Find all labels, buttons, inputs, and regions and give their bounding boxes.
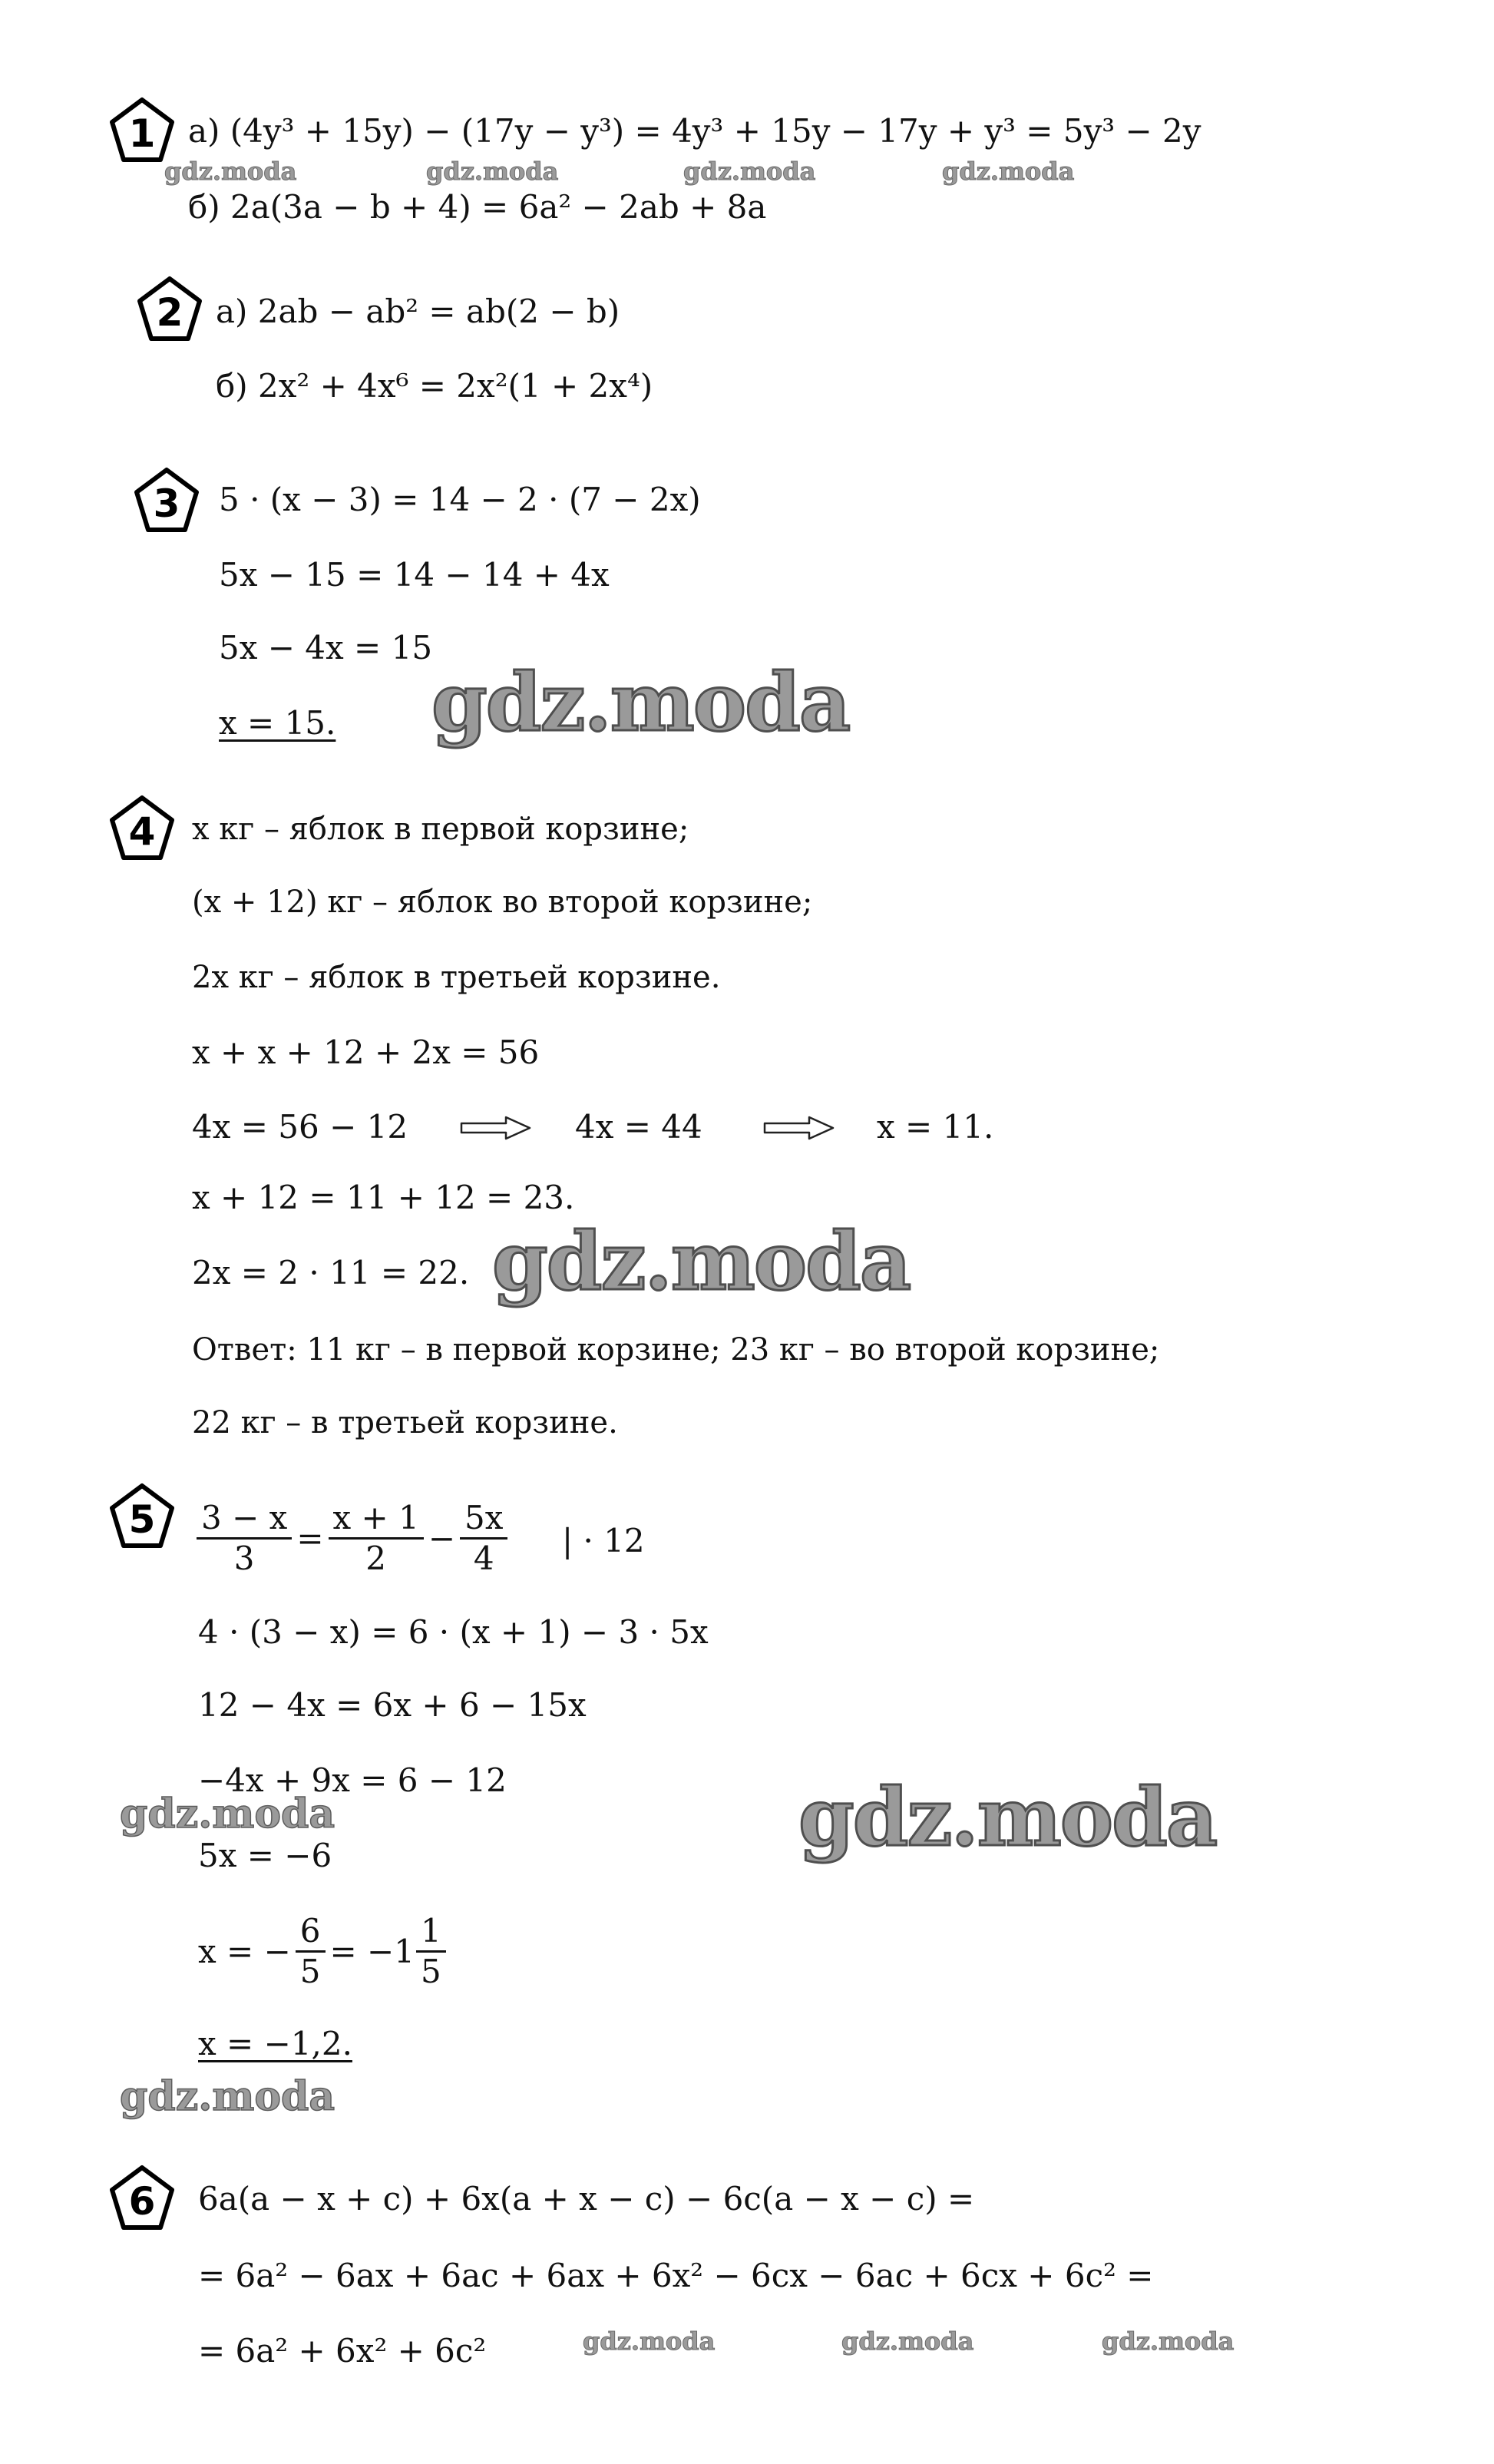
watermark: gdz.moda: [942, 157, 1075, 186]
watermark: gdz.moda: [120, 2073, 335, 2120]
fraction: [296, 1912, 326, 1991]
numerator: 6: [296, 1912, 326, 1953]
problem-2-badge: [136, 275, 203, 342]
problem-3-number: 3: [153, 481, 180, 526]
denominator: 3: [233, 1540, 255, 1577]
right-arrow-icon: [763, 1116, 835, 1140]
problem-4-badge: [108, 794, 176, 862]
equals-sign: =: [296, 1520, 324, 1557]
denominator: 5: [299, 1953, 321, 1990]
watermark: gdz.moda: [492, 1214, 911, 1308]
numerator: x + 1: [329, 1499, 424, 1540]
problem-6-line: 6a(a − x + c) + 6x(a + x − c) − 6c(a − x − c) =: [198, 2180, 975, 2218]
problem-2-number: 2: [156, 290, 183, 335]
problem-3-badge: [133, 466, 200, 534]
minus-sign: −: [428, 1520, 456, 1557]
problem-1-part-b: б) 2a(3a − b + 4) = 6a² − 2ab + 8a: [188, 188, 767, 226]
result-prefix: x = −: [198, 1933, 291, 1970]
problem-6-line: = 6a² − 6ax + 6ac + 6ax + 6x² − 6cx − 6ac + 6cx + 6c² =: [198, 2257, 1154, 2294]
problem-4-line: 2x = 2 · 11 = 22.: [192, 1254, 470, 1292]
problem-6-number: 6: [128, 2179, 156, 2224]
watermark: gdz.moda: [841, 2327, 974, 2356]
fraction: [460, 1499, 507, 1578]
watermark: gdz.moda: [583, 2327, 716, 2356]
problem-5-result: [198, 1912, 451, 1991]
problem-1-number: 1: [128, 111, 156, 156]
problem-4-line: 2x кг – яблок в третьей корзине.: [192, 960, 721, 995]
problem-4-answer: 22 кг – в третьей корзине.: [192, 1405, 618, 1440]
watermark: gdz.moda: [798, 1770, 1217, 1864]
problem-1-badge: [108, 96, 176, 164]
fraction: [416, 1912, 446, 1991]
problem-2-part-a: а) 2ab − ab² = ab(2 − b): [216, 293, 620, 330]
problem-5-answer: x = −1,2.: [198, 2025, 352, 2062]
denominator: 5: [420, 1953, 441, 1990]
problem-5-line: 5x = −6: [198, 1837, 332, 1874]
problem-6-badge: [108, 2164, 176, 2231]
problem-4-line: x кг – яблок в первой корзине;: [192, 812, 689, 847]
problem-5-equation: [192, 1499, 512, 1578]
fraction: [329, 1499, 424, 1578]
problem-6-line: = 6a² + 6x² + 6c²: [198, 2332, 487, 2370]
problem-3-line: 5x − 15 = 14 − 14 + 4x: [219, 556, 610, 594]
problem-3-answer: x = 15.: [219, 704, 336, 742]
problem-3-line: 5x − 4x = 15: [219, 629, 433, 666]
problem-1-part-a: а) (4y³ + 15y) − (17y − y³) = 4y³ + 15y − 17y + y³ = 5y³ − 2y: [188, 112, 1201, 150]
numerator: 1: [416, 1912, 446, 1953]
denominator: 2: [365, 1540, 387, 1577]
watermark: gdz.moda: [431, 655, 850, 749]
numerator: 5x: [460, 1499, 507, 1540]
result-mid: = −1: [329, 1933, 415, 1970]
problem-4-answer: Ответ: 11 кг – в первой корзине; 23 кг – во второй корзине;: [192, 1332, 1160, 1368]
right-arrow-icon: [460, 1116, 532, 1140]
watermark: gdz.moda: [683, 157, 816, 186]
problem-4-step-2: 4x = 44: [575, 1108, 702, 1146]
denominator: 4: [473, 1540, 494, 1577]
problem-4-line: x + 12 = 11 + 12 = 23.: [192, 1179, 575, 1216]
problem-5-line: −4x + 9x = 6 − 12: [198, 1761, 507, 1799]
problem-4-step-1: 4x = 56 − 12: [192, 1108, 408, 1146]
problem-4-line: x + x + 12 + 2x = 56: [192, 1034, 540, 1071]
problem-5-badge: [108, 1482, 176, 1550]
problem-5-line: 12 − 4x = 6x + 6 − 15x: [198, 1686, 587, 1724]
problem-5-multiplier: | · 12: [562, 1522, 645, 1559]
watermark: gdz.moda: [120, 1791, 335, 1837]
problem-4-number: 4: [128, 809, 156, 854]
problem-3-line: 5 · (x − 3) = 14 − 2 · (7 − 2x): [219, 481, 701, 518]
problem-4-line: (x + 12) кг – яблок во второй корзине;: [192, 885, 813, 920]
fraction: [197, 1499, 292, 1578]
problem-2-part-b: б) 2x² + 4x⁶ = 2x²(1 + 2x⁴): [216, 367, 653, 405]
problem-5-number: 5: [128, 1497, 156, 1542]
problem-4-step-3: x = 11.: [877, 1108, 994, 1146]
watermark: gdz.moda: [164, 157, 297, 186]
watermark: gdz.moda: [426, 157, 559, 186]
problem-5-line: 4 · (3 − x) = 6 · (x + 1) − 3 · 5x: [198, 1613, 709, 1651]
numerator: 3 − x: [197, 1499, 292, 1540]
watermark: gdz.moda: [1102, 2327, 1235, 2356]
